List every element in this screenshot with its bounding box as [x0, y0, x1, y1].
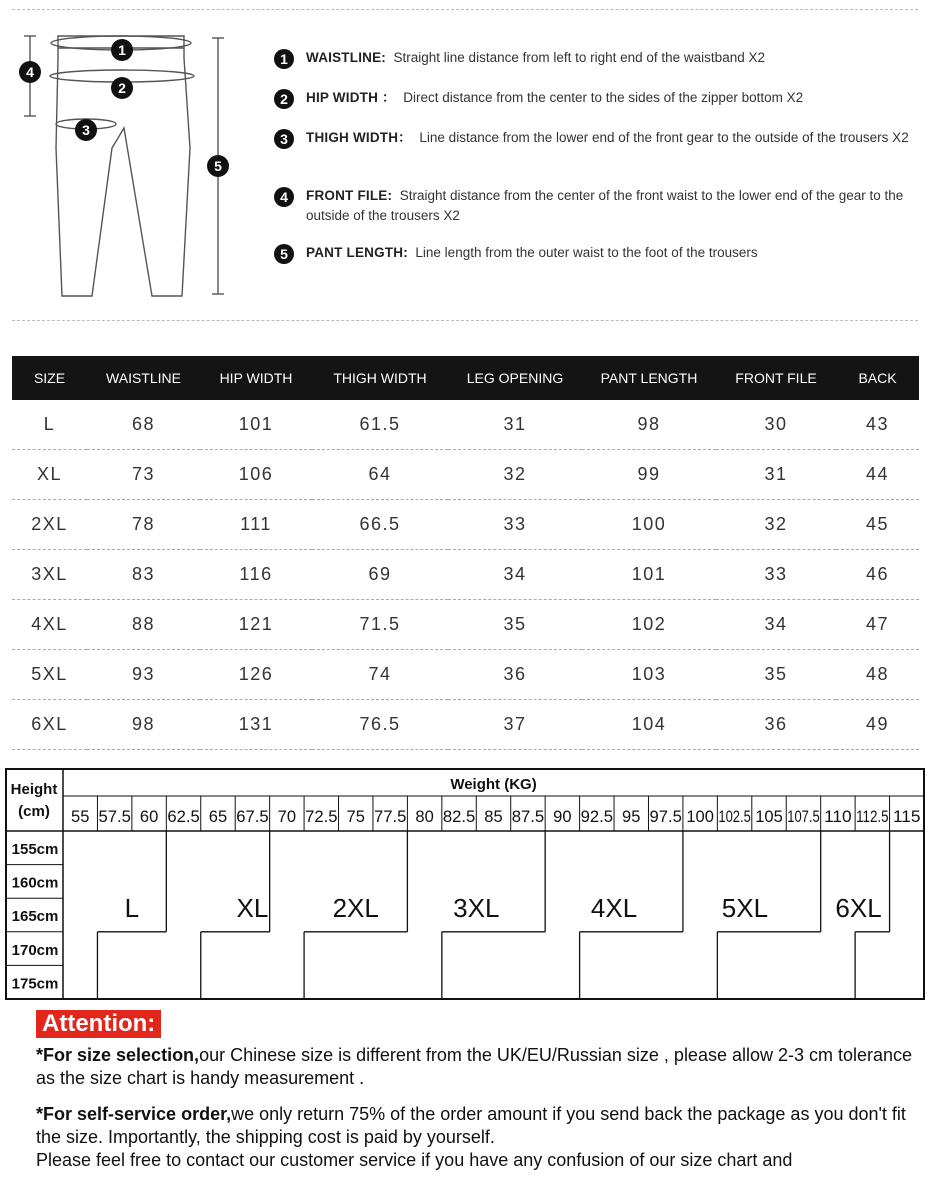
- height-tick: 175cm: [11, 975, 59, 993]
- size-region-label: 4XL: [590, 893, 638, 923]
- measurement-cell: 101: [582, 550, 716, 600]
- measurement-cell: 35: [716, 650, 836, 700]
- definition-text: Line distance from the lower end of the front gear to the outside of the trousers X2: [419, 130, 909, 145]
- measurement-cell: 68: [87, 400, 200, 450]
- measurement-cell: 32: [716, 500, 836, 550]
- size-region-label: XL: [236, 893, 269, 923]
- size-region-label: L: [124, 893, 140, 923]
- column-header: FRONT FILE: [716, 356, 836, 400]
- measurement-cell: 121: [200, 600, 312, 650]
- measurement-cell: 106: [200, 450, 312, 500]
- note-size-selection: [36, 1044, 916, 1090]
- weight-tick: 62.5: [167, 807, 200, 826]
- measurement-cell: 93: [87, 650, 200, 700]
- measurement-cell: 66.5: [312, 500, 448, 550]
- measurement-cell: 64: [312, 450, 448, 500]
- weight-tick: 105: [755, 807, 783, 826]
- size-region-label: 5XL: [721, 893, 769, 923]
- measurement-cell: 46: [836, 550, 919, 600]
- measurement-cell: 111: [200, 500, 312, 550]
- measurement-cell: 98: [87, 700, 200, 750]
- svg-text:2: 2: [118, 80, 126, 96]
- measurement-cell: 73: [87, 450, 200, 500]
- definition-text: Straight line distance from left to right end of the waistband X2: [393, 50, 765, 65]
- measurement-cell: 44: [836, 450, 919, 500]
- definition-term: HIP WIDTH ：: [306, 90, 396, 105]
- weight-tick: 100: [686, 807, 714, 826]
- weight-tick: 90: [553, 807, 572, 826]
- table-row: [12, 500, 919, 550]
- definition-text: Straight distance from the center of the front waist to the lower end of the gear to the outside of the trousers X2: [306, 188, 904, 223]
- attention-badge: Attention:: [36, 1010, 161, 1038]
- weight-tick: 112.5: [856, 807, 889, 826]
- size-region-label: 6XL: [835, 893, 882, 923]
- weight-tick: 82.5: [442, 807, 476, 826]
- height-tick: 165cm: [11, 908, 59, 926]
- definition-waistline: [274, 48, 919, 68]
- number-5-icon: 5: [274, 244, 294, 264]
- height-tick: 170cm: [11, 941, 59, 959]
- weight-tick: 77.5: [373, 807, 407, 826]
- weight-tick: 75: [346, 807, 365, 826]
- marker-2-icon: [111, 77, 133, 99]
- size-cell: 2XL: [12, 500, 87, 550]
- note-text: Please feel free to contact our customer service if you have any confusion of our size chart and: [36, 1150, 793, 1170]
- definition-term: PANT LENGTH:: [306, 245, 408, 260]
- pants-outline: [56, 36, 190, 296]
- measurement-cell: 98: [582, 400, 716, 450]
- table-row: [12, 650, 919, 700]
- measurement-cell: 31: [448, 400, 582, 450]
- table-row: [12, 550, 919, 600]
- number-1-icon: 1: [274, 49, 294, 69]
- weight-tick: 60: [139, 807, 159, 826]
- weight-tick: 102.5: [718, 807, 751, 826]
- weight-tick: 65: [208, 807, 228, 826]
- weight-tick: 57.5: [98, 807, 131, 826]
- column-header: SIZE: [12, 356, 87, 400]
- definition-thigh-width: [274, 128, 919, 148]
- marker-3-icon: [75, 119, 97, 141]
- measurement-cell: 126: [200, 650, 312, 700]
- weight-axis-title: Weight (KG): [450, 776, 537, 793]
- measurement-cell: 100: [582, 500, 716, 550]
- svg-text:5: 5: [214, 158, 222, 174]
- measurement-cell: 34: [716, 600, 836, 650]
- measurement-cell: 78: [87, 500, 200, 550]
- measurement-cell: 74: [312, 650, 448, 700]
- measurement-cell: 88: [87, 600, 200, 650]
- measurement-cell: 71.5: [312, 600, 448, 650]
- measurement-cell: 36: [716, 700, 836, 750]
- weight-tick: 80: [415, 807, 434, 826]
- measurement-cell: 116: [200, 550, 312, 600]
- size-cell: 4XL: [12, 600, 87, 650]
- weight-tick: 95: [622, 807, 641, 826]
- measurement-cell: 30: [716, 400, 836, 450]
- measurement-cell: 33: [716, 550, 836, 600]
- height-weight-chart: [5, 768, 925, 1000]
- measurement-cell: 83: [87, 550, 200, 600]
- definition-term: WAISTLINE:: [306, 50, 386, 65]
- table-row: [12, 700, 919, 750]
- note-bold-lead: *For size selection,: [36, 1045, 200, 1065]
- marker-4-icon: [19, 61, 41, 83]
- note-contact: [36, 1149, 916, 1172]
- measurement-cell: 76.5: [312, 700, 448, 750]
- weight-tick: 72.5: [305, 807, 338, 826]
- measurement-cell: 32: [448, 450, 582, 500]
- measurement-cell: 131: [200, 700, 312, 750]
- measurement-cell: 99: [582, 450, 716, 500]
- definition-pant-length: [274, 243, 919, 263]
- measurement-cell: 33: [448, 500, 582, 550]
- definition-text: Line length from the outer waist to the foot of the trousers: [415, 245, 758, 260]
- definition-term: FRONT FILE:: [306, 188, 393, 203]
- column-header: BACK: [836, 356, 919, 400]
- weight-tick: 115: [892, 807, 921, 826]
- marker-1-icon: [111, 39, 133, 61]
- height-tick: 155cm: [11, 841, 59, 858]
- table-row: [12, 450, 919, 500]
- measurement-cell: 104: [582, 700, 716, 750]
- note-text: our Chinese size is different from the UK/EU/Russian size , please allow 2-3 cm tolerance as the size chart is handy measurement .: [36, 1045, 913, 1088]
- size-region-label: 3XL: [453, 893, 500, 923]
- measurement-cell: 69: [312, 550, 448, 600]
- measurement-cell: 61.5: [312, 400, 448, 450]
- definition-text: Direct distance from the center to the sides of the zipper bottom X2: [403, 90, 804, 105]
- size-cell: 5XL: [12, 650, 87, 700]
- table-row: [12, 600, 919, 650]
- marker-5-icon: [207, 155, 229, 177]
- measurement-cell: 35: [448, 600, 582, 650]
- note-text: we only return 75% of the order amount if you send back the package as you don't fit the size. Importantly, the shipping cost is paid by yourself.: [36, 1104, 906, 1147]
- measurement-cell: 36: [448, 650, 582, 700]
- weight-tick: 55: [71, 807, 90, 826]
- column-header: HIP WIDTH: [200, 356, 312, 400]
- size-region-label: 2XL: [332, 893, 379, 923]
- weight-tick: 85: [484, 807, 503, 826]
- size-table: [12, 356, 919, 750]
- svg-text:3: 3: [82, 122, 90, 138]
- measurement-cell: 49: [836, 700, 919, 750]
- size-cell: L: [12, 400, 87, 450]
- measurement-cell: 103: [582, 650, 716, 700]
- size-cell: XL: [12, 450, 87, 500]
- height-axis-unit: (cm): [18, 803, 50, 820]
- weight-tick: 87.5: [511, 807, 545, 826]
- svg-text:4: 4: [26, 64, 34, 80]
- weight-tick: 70: [277, 807, 297, 826]
- weight-tick: 110: [824, 807, 852, 826]
- definition-hip-width: [274, 88, 919, 108]
- table-header-row: [12, 356, 919, 400]
- weight-tick: 67.5: [236, 807, 269, 826]
- measurement-cell: 31: [716, 450, 836, 500]
- column-header: THIGH WIDTH: [312, 356, 448, 400]
- top-divider: [12, 9, 918, 10]
- column-header: PANT LENGTH: [582, 356, 716, 400]
- weight-tick: 92.5: [580, 807, 614, 826]
- number-3-icon: 3: [274, 129, 294, 149]
- measurement-cell: 102: [582, 600, 716, 650]
- measurement-cell: 34: [448, 550, 582, 600]
- table-row: [12, 400, 919, 450]
- size-cell: 3XL: [12, 550, 87, 600]
- column-header: LEG OPENING: [448, 356, 582, 400]
- number-4-icon: 4: [274, 187, 294, 207]
- measurement-cell: 43: [836, 400, 919, 450]
- measurement-cell: 37: [448, 700, 582, 750]
- definition-term: THIGH WIDTH：: [306, 130, 412, 145]
- note-self-service: [36, 1103, 916, 1149]
- pants-measurement-diagram: [14, 28, 244, 300]
- measurement-cell: 48: [836, 650, 919, 700]
- height-tick: 160cm: [11, 874, 59, 892]
- measurement-cell: 45: [836, 500, 919, 550]
- definition-front-file: [274, 186, 919, 226]
- weight-tick: 97.5: [649, 807, 682, 826]
- measurement-cell: 47: [836, 600, 919, 650]
- number-2-icon: 2: [274, 89, 294, 109]
- height-axis-label: Height: [10, 781, 58, 798]
- measurement-cell: 101: [200, 400, 312, 450]
- size-cell: 6XL: [12, 700, 87, 750]
- weight-tick: 107.5: [787, 807, 820, 826]
- column-header: WAISTLINE: [87, 356, 200, 400]
- note-bold-lead: *For self-service order,: [36, 1104, 232, 1124]
- mid-divider: [12, 320, 918, 321]
- svg-text:1: 1: [118, 42, 126, 58]
